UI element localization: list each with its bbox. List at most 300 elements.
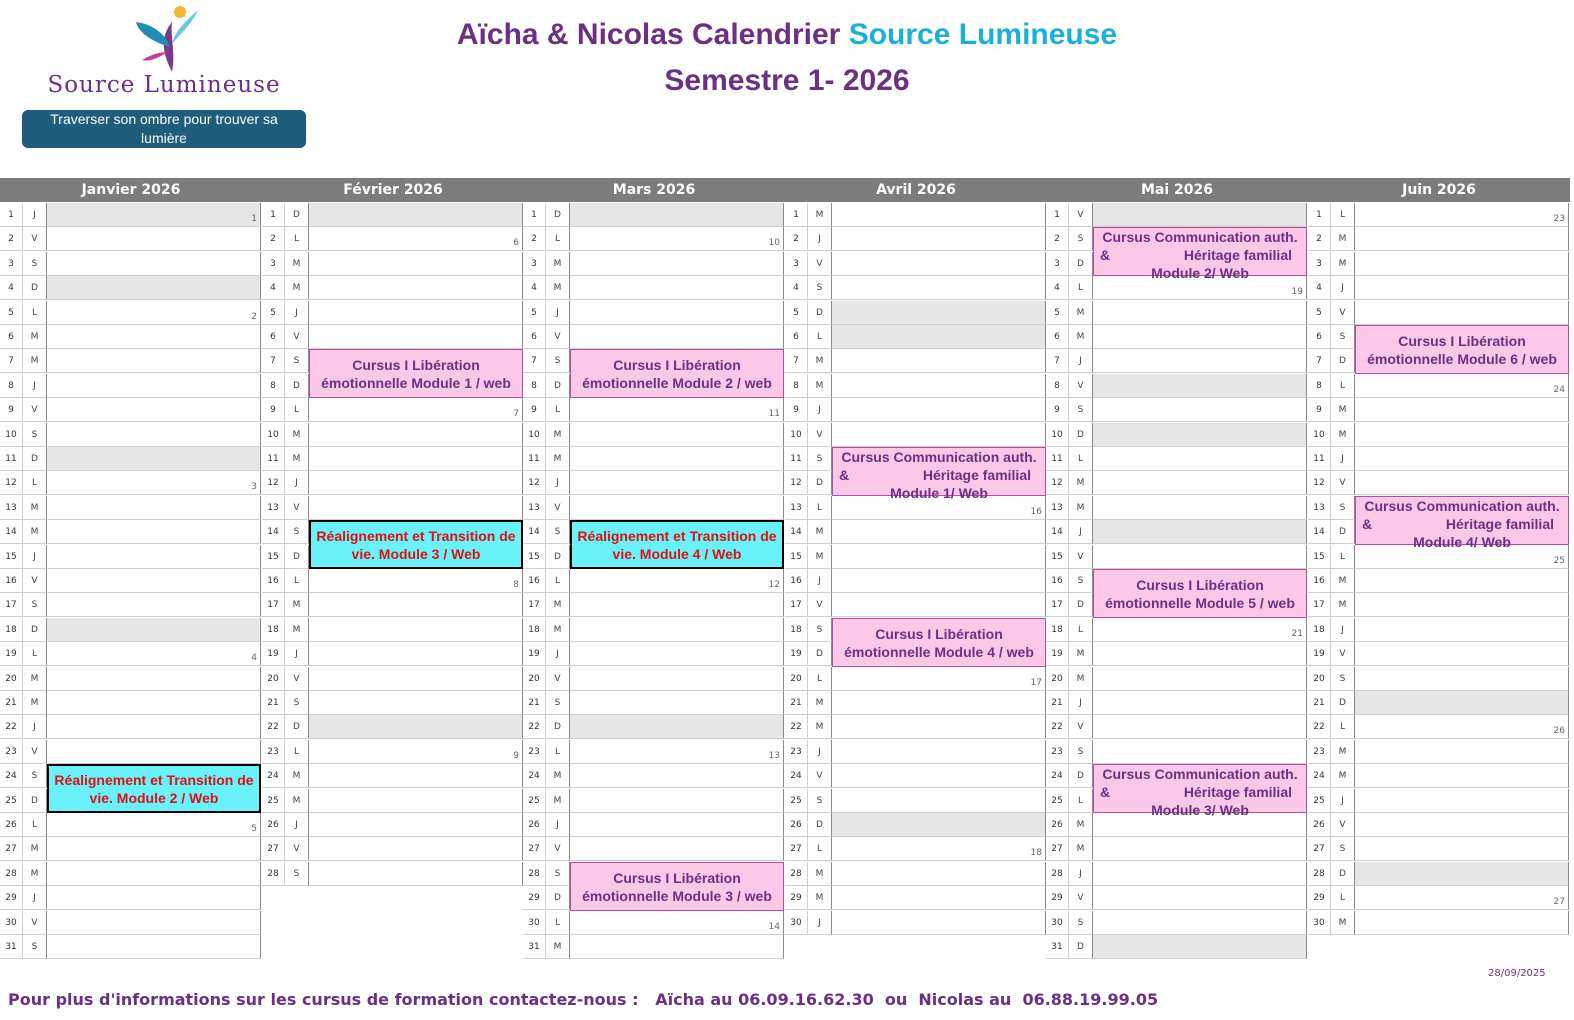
day-number: 27 (0, 837, 23, 861)
day-cell[interactable] (309, 618, 523, 642)
day-cell[interactable] (1093, 203, 1307, 227)
day-cell[interactable] (47, 520, 261, 544)
weekday-letter: S (1331, 496, 1355, 520)
day-row (785, 569, 1047, 593)
week-number: 9 (513, 751, 519, 761)
day-cell[interactable] (1355, 471, 1569, 495)
day-cell[interactable] (570, 740, 784, 764)
day-cell[interactable] (47, 325, 261, 349)
day-cell[interactable] (1093, 545, 1307, 569)
day-cell[interactable] (1355, 642, 1569, 666)
day-cell[interactable] (1355, 764, 1569, 788)
weekday-letter: L (23, 471, 47, 495)
day-number: 6 (0, 325, 23, 349)
day-number: 30 (1046, 911, 1069, 935)
day-number: 8 (262, 374, 285, 398)
day-cell[interactable] (832, 764, 1046, 788)
event-module: Module 4/ Web (1413, 534, 1511, 550)
day-number: 17 (523, 593, 546, 617)
day-cell[interactable] (47, 593, 261, 617)
weekday-letter: J (808, 398, 832, 422)
day-cell[interactable] (832, 886, 1046, 910)
weekday-letter: M (1331, 764, 1355, 788)
day-cell[interactable] (47, 301, 261, 325)
day-cell[interactable] (1355, 569, 1569, 593)
day-cell[interactable] (570, 642, 784, 666)
day-cell[interactable] (47, 911, 261, 935)
day-cell[interactable] (309, 715, 523, 739)
day-cell[interactable] (47, 618, 261, 642)
day-cell[interactable] (570, 203, 784, 227)
weekday-letter: M (1069, 471, 1093, 495)
day-cell[interactable] (1093, 325, 1307, 349)
event-block[interactable]: Réalignement et Transition de vie. Module 4 / Web (570, 520, 784, 569)
weekday-letter: L (23, 642, 47, 666)
day-cell[interactable] (1355, 252, 1569, 276)
day-number: 20 (0, 667, 23, 691)
day-cell[interactable] (309, 813, 523, 837)
weekday-letter: S (23, 593, 47, 617)
weekday-letter: L (1069, 618, 1093, 642)
day-cell[interactable] (47, 740, 261, 764)
day-cell[interactable] (47, 252, 261, 276)
day-cell[interactable] (309, 642, 523, 666)
event-block[interactable]: Réalignement et Transition de vie. Module 3 / Web (309, 520, 523, 569)
day-number: 2 (1046, 227, 1069, 251)
day-cell[interactable] (47, 935, 261, 959)
week-number: 25 (1553, 556, 1565, 566)
day-number: 9 (1046, 398, 1069, 422)
weekday-letter: S (808, 276, 832, 300)
day-row (0, 227, 262, 251)
weekday-letter: V (23, 398, 47, 422)
day-cell[interactable] (1093, 911, 1307, 935)
day-cell[interactable] (570, 227, 784, 251)
event-block[interactable]: Cursus I Libération émotionnelle Module 3 / web (570, 862, 784, 911)
event-block[interactable]: Réalignement et Transition de vie. Module 2 / Web (47, 764, 261, 813)
day-cell[interactable] (1093, 398, 1307, 422)
day-number: 18 (523, 618, 546, 642)
day-number: 4 (523, 276, 546, 300)
day-cell[interactable] (570, 447, 784, 471)
weekday-letter: J (285, 471, 309, 495)
day-cell[interactable] (47, 203, 261, 227)
day-cell[interactable] (1093, 715, 1307, 739)
day-row (0, 642, 262, 666)
day-row (785, 252, 1047, 276)
week-number: 16 (1030, 507, 1042, 517)
day-cell[interactable] (1355, 911, 1569, 935)
day-cell[interactable] (1093, 886, 1307, 910)
day-cell[interactable] (570, 837, 784, 861)
day-row (0, 569, 262, 593)
event-block[interactable]: Cursus I Libération émotionnelle Module 6 / web (1355, 325, 1569, 374)
day-cell[interactable] (47, 569, 261, 593)
day-cell[interactable] (1355, 691, 1569, 715)
day-number: 7 (1046, 349, 1069, 373)
day-row (523, 935, 785, 959)
day-cell[interactable] (570, 276, 784, 300)
day-cell[interactable] (832, 837, 1046, 861)
day-row (262, 691, 524, 715)
day-cell[interactable] (832, 740, 1046, 764)
day-row (262, 862, 524, 886)
day-row (523, 471, 785, 495)
event-block[interactable] (1355, 496, 1569, 550)
day-cell[interactable] (570, 715, 784, 739)
day-cell[interactable] (832, 398, 1046, 422)
day-row (262, 642, 524, 666)
day-number: 3 (1046, 252, 1069, 276)
day-cell[interactable] (309, 789, 523, 813)
day-cell[interactable] (832, 862, 1046, 886)
weekday-letter: D (808, 813, 832, 837)
day-cell[interactable] (47, 642, 261, 666)
event-block[interactable] (1093, 227, 1307, 281)
day-cell[interactable] (832, 691, 1046, 715)
day-cell[interactable] (570, 471, 784, 495)
day-number: 2 (1308, 227, 1331, 251)
weekday-letter: D (1331, 520, 1355, 544)
day-cell[interactable] (47, 691, 261, 715)
day-row (523, 447, 785, 471)
day-row (1046, 715, 1308, 739)
day-cell[interactable] (832, 301, 1046, 325)
week-number: 18 (1030, 848, 1042, 858)
day-row (0, 886, 262, 910)
day-cell[interactable] (309, 837, 523, 861)
day-cell[interactable] (570, 911, 784, 935)
day-cell[interactable] (309, 301, 523, 325)
day-cell[interactable] (1355, 593, 1569, 617)
day-number: 7 (0, 349, 23, 373)
day-cell[interactable] (47, 496, 261, 520)
title-prefix: Aïcha & Nicolas Calendrier (456, 18, 849, 51)
weekday-letter: D (808, 471, 832, 495)
day-cell[interactable] (1355, 203, 1569, 227)
day-cell[interactable] (309, 276, 523, 300)
day-cell[interactable] (1355, 789, 1569, 813)
day-cell[interactable] (570, 569, 784, 593)
day-number: 16 (1308, 569, 1331, 593)
day-number: 19 (1308, 642, 1331, 666)
day-cell[interactable] (832, 813, 1046, 837)
week-number: 10 (768, 238, 780, 248)
day-row (785, 862, 1047, 886)
day-number: 22 (262, 715, 285, 739)
day-cell[interactable] (47, 276, 261, 300)
day-row (1308, 764, 1570, 788)
day-cell[interactable] (1093, 667, 1307, 691)
day-cell[interactable] (309, 325, 523, 349)
weekday-letter: J (1069, 520, 1093, 544)
day-cell[interactable] (309, 764, 523, 788)
day-cell[interactable] (832, 276, 1046, 300)
weekday-letter: M (1331, 423, 1355, 447)
day-cell[interactable] (832, 569, 1046, 593)
day-cell[interactable] (832, 374, 1046, 398)
weekday-letter: M (285, 593, 309, 617)
day-cell[interactable] (309, 471, 523, 495)
day-cell[interactable] (1355, 837, 1569, 861)
day-cell[interactable] (309, 496, 523, 520)
day-cell[interactable] (47, 471, 261, 495)
day-cell[interactable] (309, 423, 523, 447)
day-cell[interactable] (47, 862, 261, 886)
day-number: 10 (0, 423, 23, 447)
day-cell[interactable] (1093, 349, 1307, 373)
weekday-letter: M (1331, 593, 1355, 617)
day-number: 27 (1046, 837, 1069, 861)
day-number: 9 (0, 398, 23, 422)
day-cell[interactable] (1355, 862, 1569, 886)
day-cell[interactable] (309, 691, 523, 715)
day-cell[interactable] (1355, 227, 1569, 251)
day-cell[interactable] (47, 715, 261, 739)
day-cell[interactable] (1093, 691, 1307, 715)
weekday-letter: M (546, 789, 570, 813)
day-cell[interactable] (1093, 837, 1307, 861)
weekday-letter: S (1069, 740, 1093, 764)
day-row (262, 203, 524, 227)
day-row (1308, 301, 1570, 325)
day-cell[interactable] (570, 667, 784, 691)
day-row (262, 398, 524, 422)
day-number: 10 (1308, 423, 1331, 447)
day-cell[interactable] (832, 715, 1046, 739)
weekday-letter: D (546, 203, 570, 227)
day-cell[interactable] (1355, 618, 1569, 642)
day-cell[interactable] (309, 740, 523, 764)
day-cell[interactable] (832, 227, 1046, 251)
day-row (523, 691, 785, 715)
day-number: 6 (785, 325, 808, 349)
day-cell[interactable] (1093, 447, 1307, 471)
weekday-letter: D (1069, 935, 1093, 959)
day-cell[interactable] (1355, 423, 1569, 447)
weekday-letter: V (808, 252, 832, 276)
day-cell[interactable] (832, 349, 1046, 373)
day-cell[interactable] (47, 886, 261, 910)
day-cell[interactable] (47, 667, 261, 691)
day-cell[interactable] (832, 203, 1046, 227)
event-title: Cursus Communication auth. (1102, 766, 1298, 782)
day-row (0, 325, 262, 349)
event-block[interactable]: Cursus I Libération émotionnelle Module 4 / web (832, 618, 1046, 667)
day-cell[interactable] (47, 398, 261, 422)
day-number: 15 (0, 545, 23, 569)
day-cell[interactable] (47, 813, 261, 837)
day-cell[interactable] (1093, 374, 1307, 398)
weekday-letter: L (1069, 789, 1093, 813)
day-number: 3 (785, 252, 808, 276)
day-cell[interactable] (1355, 667, 1569, 691)
day-row (262, 618, 524, 642)
weekday-letter: V (23, 911, 47, 935)
day-cell[interactable] (570, 935, 784, 959)
day-cell[interactable] (1093, 520, 1307, 544)
weekday-letter: M (1331, 911, 1355, 935)
day-cell[interactable] (47, 423, 261, 447)
day-number: 15 (1308, 545, 1331, 569)
day-number: 28 (785, 862, 808, 886)
weekday-letter: L (1331, 886, 1355, 910)
weekday-letter: V (1069, 203, 1093, 227)
day-number: 24 (785, 764, 808, 788)
day-cell[interactable] (570, 252, 784, 276)
day-cell[interactable] (1093, 301, 1307, 325)
weekday-letter: J (23, 715, 47, 739)
day-cell[interactable] (1093, 618, 1307, 642)
day-number: 7 (523, 349, 546, 373)
day-cell[interactable] (1355, 715, 1569, 739)
day-number: 1 (262, 203, 285, 227)
weekday-letter: V (808, 423, 832, 447)
weekday-letter: S (1331, 667, 1355, 691)
day-cell[interactable] (1093, 471, 1307, 495)
day-cell[interactable] (1093, 423, 1307, 447)
day-cell[interactable] (309, 862, 523, 886)
day-number: 4 (1308, 276, 1331, 300)
weekday-letter: D (285, 545, 309, 569)
week-number: 4 (251, 653, 257, 663)
day-cell[interactable] (570, 398, 784, 422)
event-block[interactable]: Cursus I Libération émotionnelle Module 2 / web (570, 349, 784, 398)
day-row (0, 301, 262, 325)
weekday-letter: S (546, 862, 570, 886)
day-row (1046, 374, 1308, 398)
day-cell[interactable] (1355, 886, 1569, 910)
day-row (1308, 691, 1570, 715)
day-number: 20 (785, 667, 808, 691)
day-number: 14 (1046, 520, 1069, 544)
weekday-letter: M (1331, 227, 1355, 251)
day-number: 24 (1046, 764, 1069, 788)
day-number: 12 (523, 471, 546, 495)
weekday-letter: D (23, 789, 47, 813)
day-row (1046, 935, 1308, 959)
day-cell[interactable] (47, 837, 261, 861)
month-header: Juin 2026 (1308, 178, 1570, 202)
event-block[interactable]: Cursus I Libération émotionnelle Module 5 / web (1093, 569, 1307, 618)
day-number: 10 (1046, 423, 1069, 447)
day-cell[interactable] (832, 252, 1046, 276)
day-cell[interactable] (309, 203, 523, 227)
day-cell[interactable] (832, 593, 1046, 617)
weekday-letter: L (808, 325, 832, 349)
weekday-letter: D (285, 374, 309, 398)
weekday-letter: J (23, 545, 47, 569)
weekday-letter: D (546, 715, 570, 739)
day-cell[interactable] (1355, 447, 1569, 471)
day-cell[interactable] (570, 618, 784, 642)
day-cell[interactable] (1093, 862, 1307, 886)
day-row (1046, 642, 1308, 666)
weekday-letter: S (808, 789, 832, 813)
day-cell[interactable] (570, 496, 784, 520)
day-cell[interactable] (570, 691, 784, 715)
weekday-letter: M (23, 520, 47, 544)
weekday-letter: S (546, 349, 570, 373)
day-cell[interactable] (1093, 642, 1307, 666)
day-cell[interactable] (570, 325, 784, 349)
day-row (0, 618, 262, 642)
day-cell[interactable] (309, 593, 523, 617)
title-accent: Source Lumineuse (848, 18, 1118, 51)
day-cell[interactable] (47, 374, 261, 398)
day-cell[interactable] (309, 569, 523, 593)
day-cell[interactable] (1355, 374, 1569, 398)
day-cell[interactable] (309, 252, 523, 276)
day-row (523, 715, 785, 739)
day-cell[interactable] (570, 301, 784, 325)
day-cell[interactable] (47, 227, 261, 251)
day-cell[interactable] (570, 764, 784, 788)
day-cell[interactable] (832, 423, 1046, 447)
day-row (1046, 471, 1308, 495)
day-number: 15 (1046, 545, 1069, 569)
day-cell[interactable] (47, 447, 261, 471)
weekday-letter: L (285, 398, 309, 422)
day-cell[interactable] (832, 667, 1046, 691)
day-cell[interactable] (1093, 935, 1307, 959)
day-cell[interactable] (1355, 301, 1569, 325)
day-number: 28 (0, 862, 23, 886)
day-row (0, 398, 262, 422)
day-cell[interactable] (1093, 740, 1307, 764)
day-cell[interactable] (832, 325, 1046, 349)
weekday-letter: J (546, 813, 570, 837)
event-ampersand: & (1362, 516, 1373, 532)
day-cell[interactable] (47, 545, 261, 569)
event-block[interactable] (1093, 764, 1307, 818)
day-number: 1 (785, 203, 808, 227)
day-cell[interactable] (832, 545, 1046, 569)
day-number: 18 (1046, 618, 1069, 642)
day-cell[interactable] (1355, 276, 1569, 300)
day-cell[interactable] (1355, 398, 1569, 422)
day-cell[interactable] (309, 667, 523, 691)
day-cell[interactable] (832, 520, 1046, 544)
weekday-letter: D (808, 301, 832, 325)
day-cell[interactable] (309, 227, 523, 251)
day-row (1046, 349, 1308, 373)
day-cell[interactable] (1093, 496, 1307, 520)
day-cell[interactable] (309, 398, 523, 422)
event-block[interactable] (832, 447, 1046, 501)
day-cell[interactable] (832, 911, 1046, 935)
day-number: 9 (523, 398, 546, 422)
day-cell[interactable] (309, 447, 523, 471)
day-cell[interactable] (1355, 740, 1569, 764)
day-cell[interactable] (570, 423, 784, 447)
day-cell[interactable] (570, 813, 784, 837)
event-subtitle (1362, 515, 1562, 533)
day-number: 22 (1046, 715, 1069, 739)
day-cell[interactable] (47, 349, 261, 373)
day-row (523, 227, 785, 251)
weekday-letter: S (546, 520, 570, 544)
day-number: 31 (0, 935, 23, 959)
day-cell[interactable] (1355, 813, 1569, 837)
day-number: 16 (785, 569, 808, 593)
day-cell[interactable] (570, 593, 784, 617)
day-cell[interactable] (832, 789, 1046, 813)
day-row (523, 593, 785, 617)
day-number: 12 (262, 471, 285, 495)
day-cell[interactable] (570, 789, 784, 813)
event-block[interactable]: Cursus I Libération émotionnelle Module 1 / web (309, 349, 523, 398)
